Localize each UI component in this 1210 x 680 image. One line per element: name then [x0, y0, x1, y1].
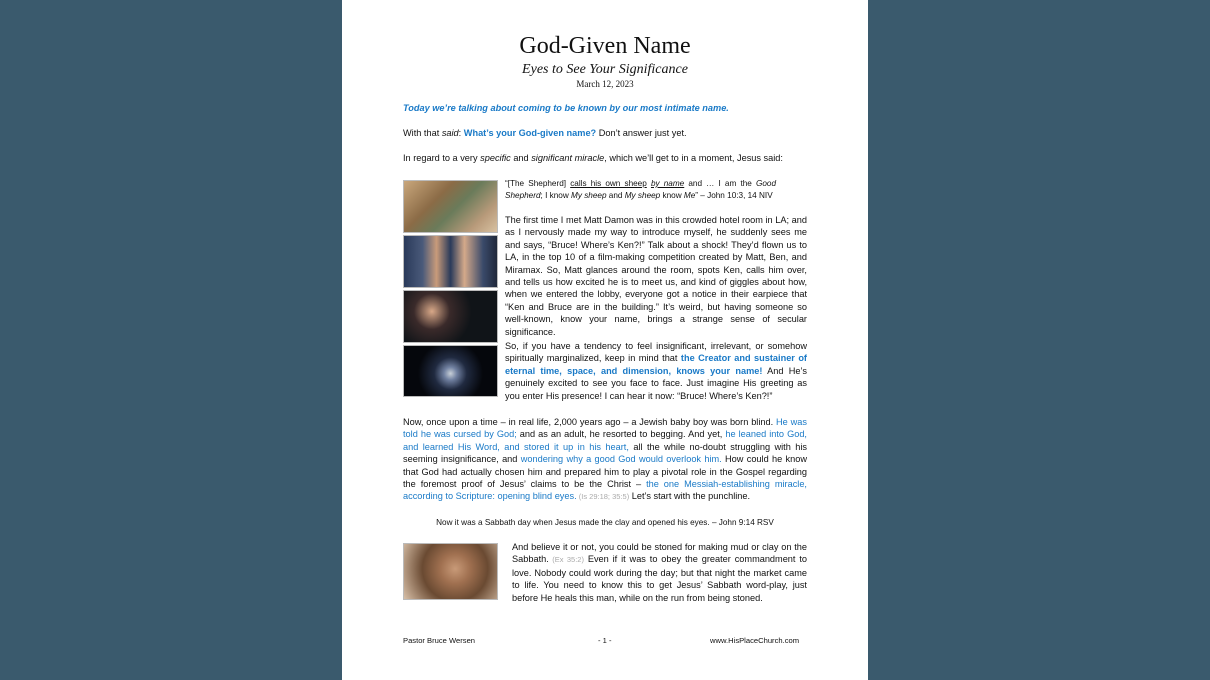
blind-man-paragraph: Now, once upon a time – in real life, 2,000 years ago – a Jewish baby boy was born blind. He was told he was cursed by God; and as an adult, he resorted to begging. And yet, he leaned into God, and learned His Word, and stored it up in his heart, all the while no-doubt struggling with his seeming insignificance, and wondering why a good God would overlook him. How could he know that God had actually chosen him and prepared him to play a pivotal role in the Gospel regarding the foremost proof of Jesus’ claims to be the Christ – the one Messiah-establishing miracle, according to Scripture: opening blind eyes. (Is 29:18; 35:5) Let’s start with the punchline.: [403, 417, 807, 502]
creator-knows-name-paragraph: So, if you have a tendency to feel insignificant, irrelevant, or somehow spiritually marginalized, keep in mind that the Creator and sustainer of eternal time, space, and dimension, knows your name! And He’s genuinely excited to see you face to face. Just imagine His greeting as you enter His presence! I can hear it now: “Bruce! Where’s Ken?!”: [505, 341, 807, 401]
stoned-paragraph: And believe it or not, you could be stoned for making mud or clay on the Sabbath. (Ex 35:2) Even if it was to obey the greater commandment to love. Nobody could work during the day; but that night the market came to life. You need to know this to get Jesus’ Sabbath word-play, just before He heals this man, while on the run from being stoned.: [512, 542, 808, 603]
footer-website: www.HisPlaceChurch.com: [710, 636, 800, 645]
document-page: [342, 0, 868, 680]
actors-photo: [403, 290, 498, 343]
shepherd-photo: [403, 180, 498, 233]
intro-paragraph: Today we’re talking about coming to be known by our most intimate name.: [403, 103, 729, 113]
paragraph-miracle-intro: In regard to a very specific and significant miracle, which we’ll get to in a moment, Jesus said:: [403, 153, 783, 163]
sabbath-quote: Now it was a Sabbath day when Jesus made the clay and opened his eyes. – John 9:14 RSV: [436, 518, 774, 527]
group-photo: [403, 235, 498, 288]
paragraph-godgiven-question: With that said: What’s your God-given name? Don’t answer just yet.: [403, 128, 687, 138]
earth-in-hand-photo: [403, 345, 498, 397]
document-title: God-Given Name: [519, 33, 691, 59]
document-date: March 12, 2023: [576, 79, 634, 89]
matt-damon-story: The first time I met Matt Damon was in this crowded hotel room in LA; and as I nervously made my way to introduce myself, he suddenly sees me and says, “Bruce! Where’s Ken?!” Talk about a shock! They’d flown us to LA, in the top 10 of a film-making competition created by Matt, Ben, and Miramax. So, Matt glances around the room, spots Ken, calls him over, and tells us how excited he is to meet us, and kind of giggles about how, when we entered the lobby, everyone got a notice in their earpiece that “Ken and Bruce are in the building.” It’s weird, but having someone so well-known, know your name, brings a strange sense of secular significance.: [505, 215, 807, 337]
man-touching-eye-photo: [403, 543, 498, 600]
shepherd-quote: “[The Shepherd] calls his own sheep by name and … I am the Good Shepherd; I know My sheep and My sheep know Me” – John 10:3, 14 NIV: [505, 179, 777, 200]
footer-author: Pastor Bruce Wersen: [403, 636, 476, 645]
footer-page-number: - 1 -: [598, 636, 612, 645]
document-subtitle: Eyes to See Your Significance: [522, 62, 688, 77]
